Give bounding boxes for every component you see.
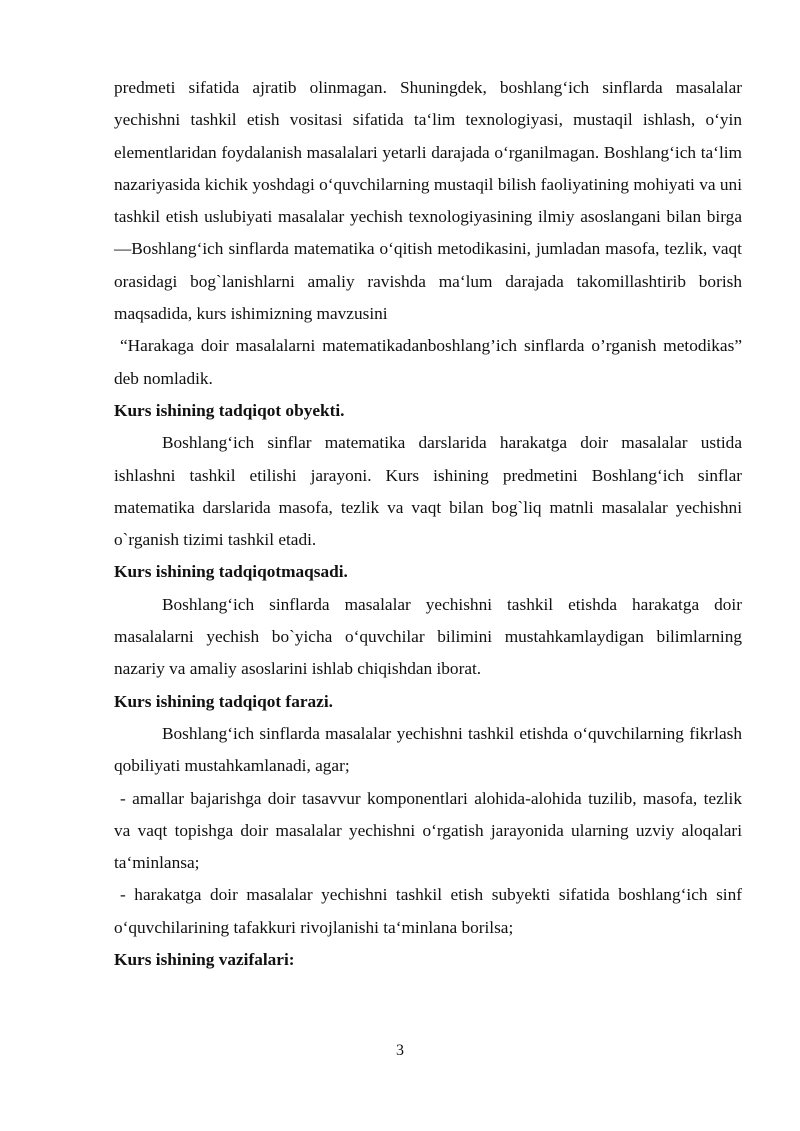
hypothesis-bullet-2: - harakatga doir masalalar yechishni tashkil etish subyekti sifatida boshlang‘ich sinf o‘quvchilarining tafakkuri rivojlanishi ta‘minlana borilsa; — [114, 885, 742, 937]
section-heading-goal: Kurs ishining tadqiqotmaqsadi. — [114, 562, 348, 582]
document-page — [114, 72, 742, 976]
intro-paragraph: predmeti sifatida ajratib olinmagan. Shuningdek, boshlang‘ich sinflarda masalalar yechishni tashkil etish vositasi sifatida ta‘lim texnologiyasi, mustaqil ishlash, o‘yin elementlaridan foydalanish masalalari yetarli darajada o‘rganilmagan. Boshlang‘ich ta‘lim nazariyasida kichik yoshdagi o‘quvchilarning mustaqil bilish faoliyatining mohiyati va uni tashkil etish uslubiyati masalalar yechish texnologiyasining ilmiy asoslangani bilan birga —Boshlang‘ich sinflarda matematika o‘qitish metodikasini, jumladan masofa, tezlik, vaqt orasidagi bog`lanishlarni amaliy ravishda ma‘lum darajada takomillashtirib borish maqsadida, kurs ishimizning mavzusini — [114, 78, 742, 324]
topic-paragraph: “Harakaga doir masalalarni matematikadanboshlang’ich sinflarda o’rganish metodikas” deb nomladik. — [114, 336, 742, 388]
section-heading-hypothesis: Kurs ishining tadqiqot farazi. — [114, 691, 333, 711]
hypothesis-bullet-1: - amallar bajarishga doir tasavvur komponentlari alohida-alohida tuzilib, masofa, tezlik va vaqt topishga doir masalalar yechishni o‘rgatish jarayonida ularning uzviy aloqalari ta‘minlansa; — [114, 788, 742, 873]
section-heading-object: Kurs ishining tadqiqot obyekti. — [114, 400, 345, 420]
section-goal-paragraph: Boshlang‘ich sinflarda masalalar yechishni tashkil etishda harakatga doir masalalarni yechish bo`yicha o‘quvchilar bilimini mustahkamlaydigan bilimlarning nazariy va amaliy asoslarini ishlab chiqishdan iborat. — [114, 594, 742, 679]
section-heading-tasks: Kurs ishining vazifalari: — [114, 950, 295, 970]
section-object-paragraph: Boshlang‘ich sinflar matematika darslarida harakatga doir masalalar ustida ishlashni tashkil etilishi jarayoni. Kurs ishining predmetini Boshlang‘ich sinflar matematika darslarida masofa, tezlik va vaqt bilan bog`liq matnli masalalar yechishni o`rganish tizimi tashkil etadi. — [114, 433, 742, 550]
section-hypothesis-paragraph: Boshlang‘ich sinflarda masalalar yechishni tashkil etishda o‘quvchilarning fikrlash qobiliyati mustahkamlanadi, agar; — [114, 723, 742, 776]
page-number: 3 — [396, 1042, 404, 1059]
